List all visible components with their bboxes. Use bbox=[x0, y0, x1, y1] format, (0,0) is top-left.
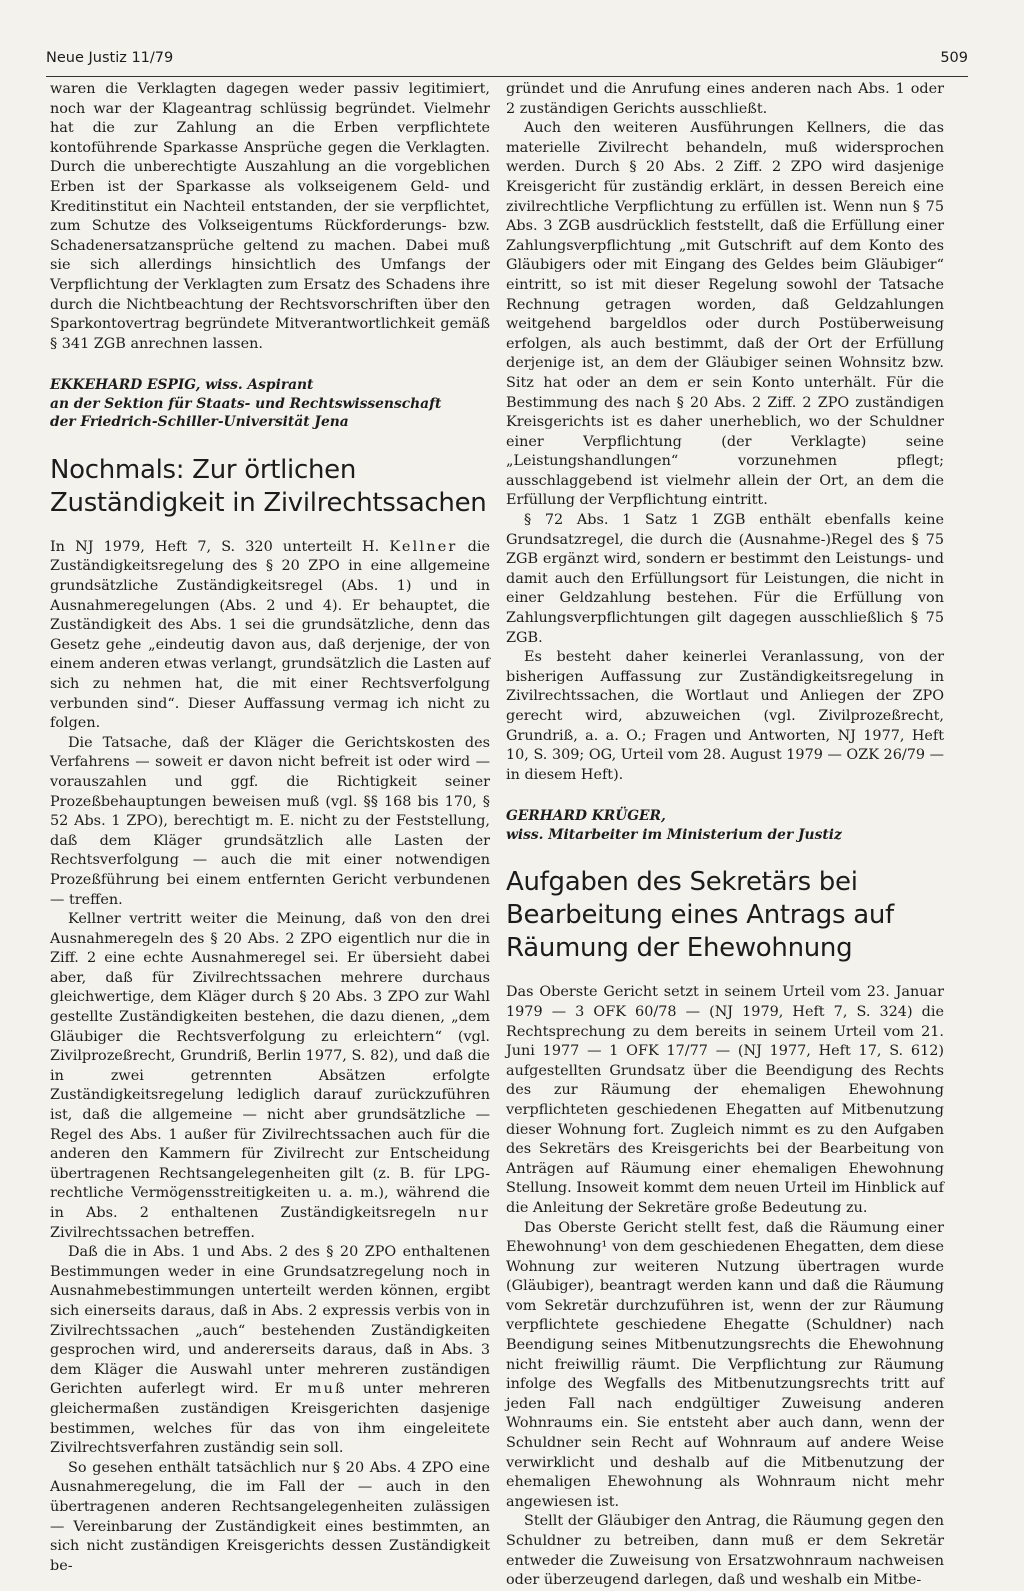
author-name: GERHARD KRÜGER, bbox=[506, 808, 666, 825]
body-paragraph bbox=[50, 538, 490, 734]
author-affiliation-line: wiss. Mitarbeiter im Ministerium der Justiz bbox=[506, 826, 842, 843]
body-paragraph: Auch den weiteren Ausführungen Kellners, die das materielle Zivilrecht behandeln, muß widersprochen werden. Durch § 20 Abs. 2 Ziff. 2 ZPO wird dasjenige Kreisgericht für zuständig erklärt, in dessen Bereich eine zivilrechtliche Verpflichtung zu erfüllen ist. Wenn nun § 75 Abs. 3 ZGB ausdrücklich feststellt, daß die Erfüllung einer Zahlungsverpflichtung „mit Gutschrift auf dem Konto des Gläubigers oder mit Eingang des Geldes beim Gläubiger“ eintritt, so ist mit dieser Regelung sowohl der Tatsache Rechnung getragen worden, daß Geldzahlungen weitgehend bargeldlos oder durch Postüberweisung erfolgen, als auch bestimmt, daß der Ort der Erfüllung derjenige ist, an dem der Gläubiger seinen Wohnsitz bzw. Sitz hat oder an dem er sein Konto unterhält. Für die Bestimmung des nach § 20 Abs. 2 Ziff. 2 ZPO zuständigen Kreisgerichts ist es daher unerheblich, wo der Schuldner einer Verpflichtung (der Verklagte) seine „Leistungshandlungen“ vorzunehmen pflegt; ausschlaggebend ist vielmehr allein der Ort, an dem die Erfüllung der Verpflichtung eintritt. bbox=[506, 120, 944, 509]
page-number: 509 bbox=[940, 50, 968, 66]
body-paragraph bbox=[50, 1243, 490, 1459]
right-column bbox=[506, 80, 944, 1591]
continuation-paragraph: waren die Verklagten dagegen weder passiv legitimiert, noch war der Klageantrag schlüssig begründet. Vielmehr hat die zur Zahlung an die Erben verpflichtete kontoführende Sparkasse Ansprüche gegen die Verklagten. Durch die unberechtigte Auszahlung an die vorgeblichen Erben ist der Sparkasse als volkseigenem Geld- und Kreditinstitut ein Nachteil entstanden, der sie verpflichtet, zum Schutze des Volkseigentums Rückforderungs- bzw. Schadenersatzansprüche geltend zu machen. Dabei muß sie sich allerdings hinsichtlich des Umfangs der Verpflichtung der Verklagten zum Ersatz des Schadens ihre durch die Nichtbeachtung der Rechtsvorschriften über den Sparkontovertrag begründete Mitverantwortlichkeit gemäß § 341 ZGB anrechnen lassen. bbox=[50, 81, 490, 352]
spaced-word: muß bbox=[307, 1381, 347, 1398]
author-affiliation-line: an der Sektion für Staats- und Rechtswissenschaft bbox=[50, 395, 442, 412]
author-signature-espig bbox=[50, 376, 490, 432]
body-paragraph: Das Oberste Gericht stellt fest, daß die Räumung einer Ehewohnung¹ von dem geschiedenen Ehegatten, dem diese Wohnung zur weiteren Nutzung übertragen wurde (Gläubiger), beantragt werden kann und daß die Räumung vom Sekretär durchzuführen ist, wenn der zur Räumung verpflichtete geschiedene Ehegatte (Schuldner) nach Beendigung seines Mitbenutzungsrechts die Ehewohnung nicht freiwillig räumt. Die Verpflichtung zur Räumung infolge des Wegfalls des Mitbenutzungsrechts tritt auf jeden Fall nach endgültiger Zuweisung anderen Wohnraums ein. Sie entsteht aber auch dann, wenn der Schuldner sein Recht auf Wohnraum auf andere Weise verwirklicht und deshalb auf die Mitbenutzung der ehemaligen Ehewohnung als Wohnraum nicht mehr angewiesen ist. bbox=[506, 1219, 944, 1510]
text-run: Kellner vertritt weiter die Meinung, daß von den drei Ausnahmeregeln des § 20 Abs. 2 ZPO eigentlich nur die in Ziff. 2 eine echte Ausnahmeregel sei. Er übersieht dabei aber, daß für Zivilrechtssachen mehrere durchaus gleichwertige, dem Kläger durch § 20 Abs. 3 ZPO zur Wahl gestellte Zuständigkeiten bestehen, die dazu dienen, „dem Gläubiger die Rechtsverfolgung zu erleichtern“ (vgl. Zivilprozeßrecht, Grundriß, Berlin 1977, S. 82), und daß die in zwei getrennten Absätzen erfolgte Zuständigkeitsregelung lediglich darauf zurückzuführen ist, daß die allgemeine — nicht aber grundsätzliche — Regel des Abs. 1 außer für Zivilrechtssachen auch für die anderen den Kammern für Zivilrecht zur Entscheidung übertragenen Rechtsangelegenheiten gilt (z. B. für LPG-rechtliche Vermögensstreitigkeiten u. a. m.), während die in Abs. 2 enthaltenen Zuständigkeitsregeln bbox=[50, 911, 490, 1221]
author-affiliation-line: der Friedrich-Schiller-Universität Jena bbox=[50, 414, 349, 431]
article-title-zustaendigkeit: Nochmals: Zur örtlichen Zuständigkeit in Zivilrechtssachen bbox=[50, 454, 487, 518]
author-name: EKKEHARD ESPIG, wiss. Aspirant bbox=[50, 377, 314, 394]
spaced-name: Kellner bbox=[389, 538, 458, 555]
journal-title: Neue Justiz 11/79 bbox=[46, 50, 174, 66]
text-run: unter mehreren gleichermaßen zuständigen Kreisgerichten dasjenige bestimmen, welches für das von ihm eingeleitete Zivilrechtsverfahren zuständig sein soll. bbox=[50, 1381, 490, 1457]
text-run: In NJ 1979, Heft 7, S. 320 unterteilt H. bbox=[50, 538, 390, 555]
body-paragraph: Das Oberste Gericht setzt in seinem Urteil vom 23. Januar 1979 — 3 OFK 60/78 — (NJ 1979, Heft 7, S. 324) die Rechtsprechung zu dem bereits in seinem Urteil vom 21. Juni 1977 — 1 OFK 17/77 — (NJ 1977, Heft 17, S. 612) aufgestellten Grundsatz über die Beendigung des Rechts des zur Räumung der ehemaligen Ehewohnung verpflichteten geschiedenen Ehegatten auf Mitbenutzung dieser Wohnung fort. Zugleich nimmt es zu den Aufgaben des Sekretärs des Kreisgerichts bei der Bearbeitung von Anträgen auf Räumung einer ehemaligen Ehewohnung Stellung. Insoweit kommt dem neuen Urteil im Hinblick auf die Anleitung der Sekretäre große Bedeutung zu. bbox=[506, 984, 944, 1216]
page-header bbox=[46, 50, 968, 77]
body-paragraph: So gesehen enthält tatsächlich nur § 20 Abs. 4 ZPO eine Ausnahmeregelung, die im Fall der — auch in den übertragenen anderen Rechtsangelegenheiten zulässigen — Vereinbarung der Zuständigkeit eines bestimmten, an sich nicht zuständigen Kreisgerichts dessen Zuständigkeit be- bbox=[50, 1459, 490, 1574]
body-paragraph bbox=[50, 910, 490, 1243]
continuation-paragraph: gründet und die Anrufung eines anderen nach Abs. 1 oder 2 zuständigen Gerichts ausschließt. bbox=[506, 81, 944, 117]
text-run: Zivilrechtssachen betreffen. bbox=[50, 1224, 255, 1241]
spaced-word: nur bbox=[457, 1205, 490, 1221]
left-column bbox=[50, 80, 490, 1576]
text-run: die Zuständigkeitsregelung des § 20 ZPO in eine allgemeine grundsätzliche Zuständigkeitsregel (Abs. 1) und in Ausnahmeregelungen (Abs. 2 und 4). Er behauptet, die Zuständigkeit des Abs. 1 sei die grundsätzliche, denn das Gesetz gehe „eindeutig davon aus, daß derjenige, der von einem anderen etwas verlangt, grundsätzlich die Lasten auf sich zu nehmen hat, die mit einer Rechtsverfolgung verbunden sind“. Dieser Auffassung vermag ich nicht zu folgen. bbox=[50, 538, 490, 732]
body-paragraph: Stellt der Gläubiger den Antrag, die Räumung gegen den Schuldner zu betreiben, dann muß er dem Sekretär entweder die Zuweisung von Ersatzwohnraum nachweisen oder überzeugend darlegen, daß und weshalb ein Mitbe- bbox=[506, 1513, 944, 1589]
body-paragraph: § 72 Abs. 1 Satz 1 ZGB enthält ebenfalls keine Grundsatzregel, die durch die (Ausnahme-)Regel des § 75 ZGB ergänzt wird, sondern er bestimmt den Leistungs- und damit auch den Erfüllungsort für Leistungen, die nicht in einer Geldzahlung bestehen. Für die Erfüllung von Zahlungsverpflichtungen gilt dagegen ausschließlich § 75 ZGB. bbox=[506, 512, 944, 646]
body-paragraph: Es besteht daher keinerlei Veranlassung, von der bisherigen Auffassung zur Zuständigkeitsregelung in Zivilrechtssachen, die Wortlaut und Anliegen der ZPO gerecht wird, abzuweichen (vgl. Zivilprozeßrecht, Grundriß, a. a. O.; Fragen und Antworten, NJ 1977, Heft 10, S. 309; OG, Urteil vom 28. August 1979 — OZK 26/79 — in diesem Heft). bbox=[506, 649, 944, 783]
body-paragraph: Die Tatsache, daß der Kläger die Gerichtskosten des Verfahrens — soweit er davon nicht befreit ist oder wird — vorauszahlen und ggf. die Richtigkeit seiner Prozeßbehauptungen beweisen muß (vgl. §§ 168 bis 170, § 52 Abs. 1 ZPO), berechtigt m. E. nicht zu der Feststellung, daß dem Kläger grundsätzlich alle Lasten der Rechtsverfolgung — auch die mit einer notwendigen Prozeßführung bei einem entfernten Gericht verbundenen — treffen. bbox=[50, 734, 490, 908]
author-signature-krueger bbox=[506, 807, 944, 844]
article-title-raeumung: Aufgaben des Sekretärs bei Bearbeitung eines Antrags auf Räumung der Ehewohnung bbox=[506, 867, 894, 964]
text-run: Daß die in Abs. 1 und Abs. 2 des § 20 ZPO enthaltenen Bestimmungen weder in eine Grundsatzregelung noch in Ausnahmebestimmungen unterteilt werden können, ergibt sich einerseits daraus, daß in Abs. 2 expressis verbis von in Zivilrechtssachen „auch“ bestehenden Zuständigkeiten gesprochen wird, und andererseits daraus, daß in Abs. 3 dem Kläger die Auswahl unter mehreren zuständigen Gerichten auferlegt wird. Er bbox=[50, 1244, 490, 1398]
